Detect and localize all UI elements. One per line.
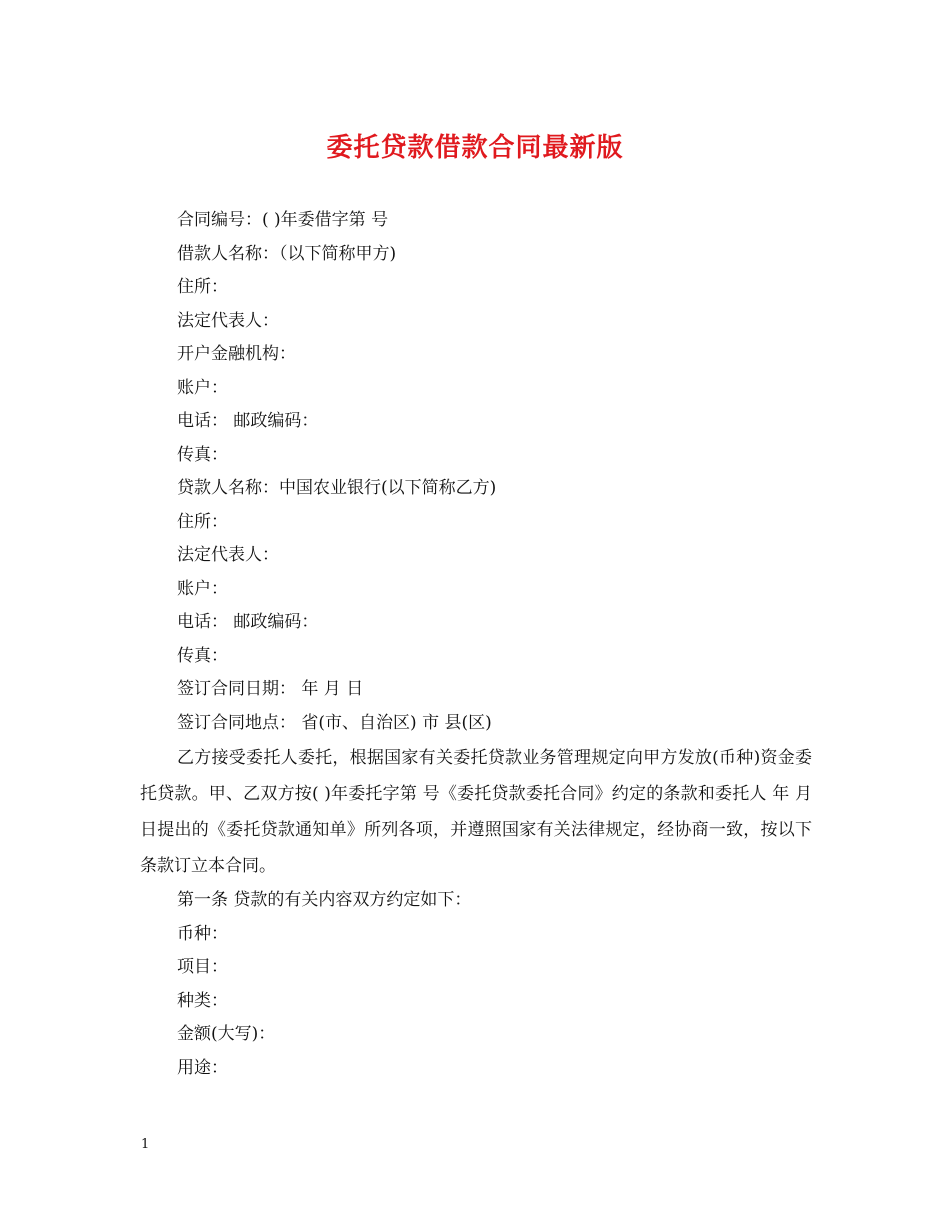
lender-fax-line: 传真：	[177, 645, 228, 666]
document-title: 委托贷款借款合同最新版	[326, 133, 624, 163]
page-number: 1	[141, 1137, 150, 1152]
contract-number-line: 合同编号：( )年委借字第 号	[177, 210, 389, 230]
borrower-fax-line: 传真：	[177, 444, 228, 465]
borrower-bank-line: 开户金融机构：	[177, 344, 296, 364]
borrower-account-line: 账户：	[177, 377, 228, 398]
borrower-phone-line: 电话： 邮政编码：	[177, 411, 319, 431]
currency-line: 币种：	[177, 923, 228, 944]
signing-date-line: 签订合同日期： 年 月 日	[177, 679, 364, 699]
contract-intro-paragraph: 乙方接受委托人委托，根据国家有关委托贷款业务管理规定向甲方发放(币种)资金委托贷款。甲、乙双方按( )年委托字第 号《委托贷款委托合同》约定的条款和委托人 年 月 日提出的《委托贷款通知单》所列各项，并遵照国家有关法律规定，经协商一致，按以下条款订立本合同。	[140, 748, 812, 876]
lender-account-line: 账户：	[177, 578, 228, 599]
borrower-name-line: 借款人名称：（以下简称甲方)	[177, 243, 397, 264]
purpose-line: 用途：	[177, 1057, 228, 1078]
lender-name-line: 贷款人名称：中国农业银行(以下简称乙方)	[177, 478, 497, 498]
lender-phone-line: 电话： 邮政编码：	[177, 612, 319, 632]
signing-place-line: 签订合同地点： 省(市、自治区) 市 县(区)	[177, 712, 492, 733]
project-line: 项目：	[177, 957, 228, 977]
article-one-heading: 第一条 贷款的有关内容双方约定如下：	[177, 890, 472, 910]
borrower-address-line: 住所：	[177, 277, 228, 297]
borrower-legal-rep-line: 法定代表人：	[177, 310, 279, 331]
amount-line: 金额(大写)：	[177, 1024, 276, 1044]
lender-address-line: 住所：	[177, 511, 228, 532]
document-body	[140, 204, 812, 1085]
type-line: 种类：	[177, 990, 228, 1011]
lender-legal-rep-line: 法定代表人：	[177, 545, 279, 565]
